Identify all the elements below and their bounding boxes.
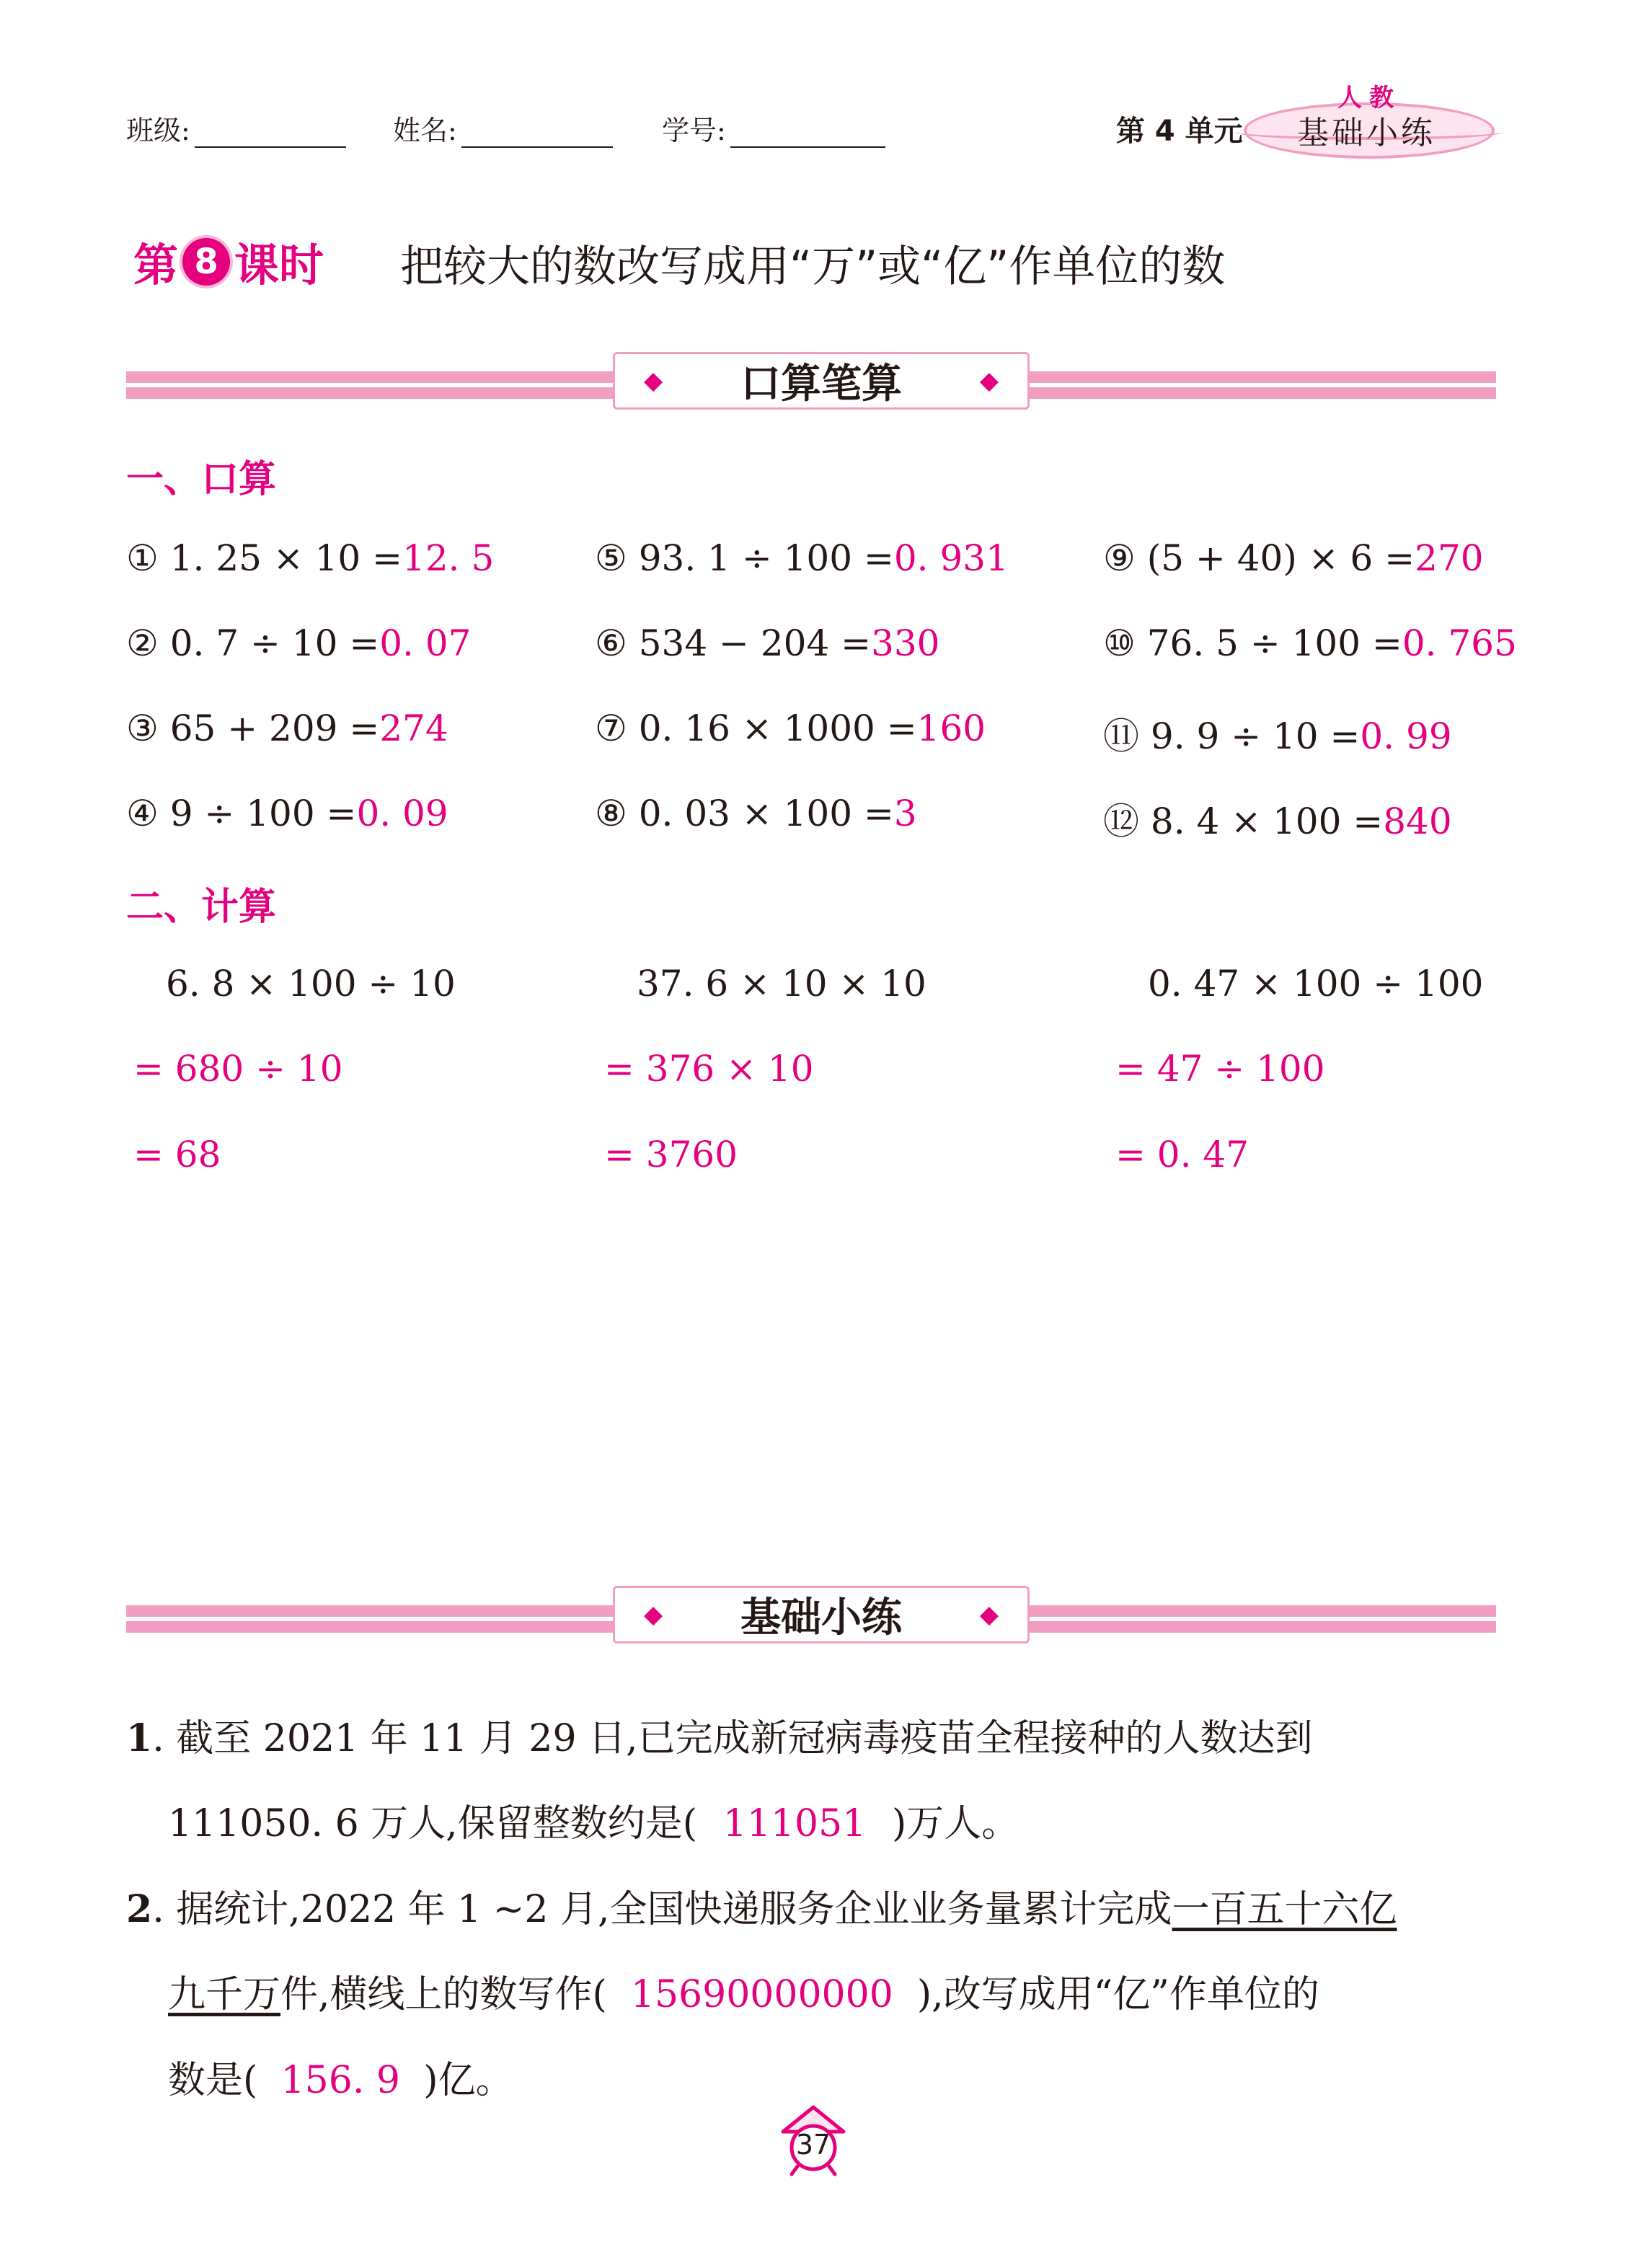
oral-answer: 0. 99 xyxy=(1360,715,1452,757)
oral-item: ⑧ 0. 03 × 100 =3 xyxy=(595,793,917,834)
calc-expression: 6. 8 × 100 ÷ 10 xyxy=(166,963,456,1005)
question-2-line-1: 2. 据统计,2022 年 1 ~2 月,全国快递服务企业业务量累计完成一百五十六亿 xyxy=(126,1887,1397,1931)
answer-blank[interactable]: 156. 9 xyxy=(280,2059,400,2102)
oral-answer: 330 xyxy=(871,622,940,664)
question-2-line-2: 九千万件,横线上的数写作( 15690000000 ),改写成用“亿”作单位的 xyxy=(168,1973,1319,2016)
oral-answer: 0. 931 xyxy=(893,537,1009,579)
underlined-number-text: 一百五十六亿 xyxy=(1172,1888,1397,1931)
calc-result: = 0. 47 xyxy=(1115,1134,1249,1175)
name-label: 姓名: xyxy=(393,115,457,146)
class-label: 班级: xyxy=(126,115,190,146)
lesson-number-badge: 8 xyxy=(182,238,230,286)
oral-item: ⑪ 9. 9 ÷ 10 =0. 99 xyxy=(1103,715,1452,757)
student-no-label: 学号: xyxy=(662,115,726,146)
oral-item: ④ 9 ÷ 100 =0. 09 xyxy=(126,793,448,834)
name-blank[interactable] xyxy=(461,120,613,148)
question-1-line-2: 111050. 6 万人,保留整数约是( 111051 )万人。 xyxy=(168,1802,1019,1845)
calc-expression: 37. 6 × 10 × 10 xyxy=(637,963,926,1005)
question-number: 2 xyxy=(126,1887,153,1931)
page-number: 37 xyxy=(795,2129,831,2161)
oral-answer: 0. 09 xyxy=(356,793,448,834)
question-number: 1 xyxy=(126,1716,153,1760)
calc-step: = 376 × 10 xyxy=(604,1048,814,1090)
class-blank[interactable] xyxy=(195,120,346,148)
question-2-line-3: 数是( 156. 9 )亿。 xyxy=(168,2059,513,2102)
oral-answer: 274 xyxy=(379,707,448,749)
answer-blank[interactable]: 15690000000 xyxy=(630,1973,893,2016)
brand-name: 基础小练 xyxy=(1297,115,1435,151)
oral-heading: 一、口算 xyxy=(126,458,277,501)
calc-expression: 0. 47 × 100 ÷ 100 xyxy=(1148,963,1484,1005)
answer-blank[interactable]: 111051 xyxy=(722,1802,867,1845)
oral-item: ⑨ (5 + 40) × 6 =270 xyxy=(1103,537,1484,579)
student-no-blank[interactable] xyxy=(730,120,885,148)
oral-item: ⑩ 76. 5 ÷ 100 =0. 765 xyxy=(1103,622,1517,664)
diamond-icon: ◆ xyxy=(979,1600,999,1629)
name-field xyxy=(393,108,613,148)
lesson-prefix: 第 xyxy=(133,239,179,291)
calc-step: = 47 ÷ 100 xyxy=(1115,1048,1325,1090)
section-banner-oral xyxy=(613,352,1030,410)
calc-result: = 3760 xyxy=(604,1134,738,1175)
banner-label: 口算笔算 xyxy=(740,361,902,407)
oral-answer: 270 xyxy=(1415,537,1484,579)
oral-answer: 0. 765 xyxy=(1402,622,1517,664)
class-field xyxy=(126,108,346,148)
oral-answer: 0. 07 xyxy=(379,622,472,664)
unit-label: 第 4 单元 xyxy=(1116,115,1243,148)
lesson-suffix: 课时 xyxy=(234,239,324,291)
oral-item: ⑦ 0. 16 × 1000 =160 xyxy=(595,707,986,749)
oral-item: ② 0. 7 ÷ 10 =0. 07 xyxy=(126,622,472,664)
diamond-icon: ◆ xyxy=(644,1600,663,1629)
lesson-title: 把较大的数改写成用“万”或“亿”作单位的数 xyxy=(400,242,1226,292)
lesson-label xyxy=(133,229,324,294)
diamond-icon: ◆ xyxy=(979,366,999,395)
oral-item: ⑫ 8. 4 × 100 =840 xyxy=(1103,800,1452,842)
oral-item: ① 1. 25 × 10 =12. 5 xyxy=(126,537,495,579)
banner-label: 基础小练 xyxy=(740,1594,902,1641)
calc-result: = 68 xyxy=(133,1134,221,1175)
oral-item: ⑤ 93. 1 ÷ 100 =0. 931 xyxy=(595,537,1009,579)
diamond-icon: ◆ xyxy=(644,366,663,395)
section-banner-practice xyxy=(613,1586,1030,1643)
student-no-field xyxy=(662,108,885,148)
oral-item: ③ 65 + 209 =274 xyxy=(126,707,448,749)
oral-answer: 12. 5 xyxy=(402,537,495,579)
oral-answer: 3 xyxy=(893,793,917,834)
calc-step: = 680 ÷ 10 xyxy=(133,1048,343,1090)
oral-item: ⑥ 534 − 204 =330 xyxy=(595,622,940,664)
brand-sub: 人教 xyxy=(1337,84,1401,112)
oral-answer: 160 xyxy=(916,707,986,749)
calc-heading: 二、计算 xyxy=(126,886,277,929)
question-1-line-1: 1. 截至 2021 年 11 月 29 日,已完成新冠病毒疫苗全程接种的人数达到 xyxy=(126,1716,1313,1760)
underlined-number-text: 九千万 xyxy=(168,1973,281,2016)
oral-answer: 840 xyxy=(1383,800,1452,842)
